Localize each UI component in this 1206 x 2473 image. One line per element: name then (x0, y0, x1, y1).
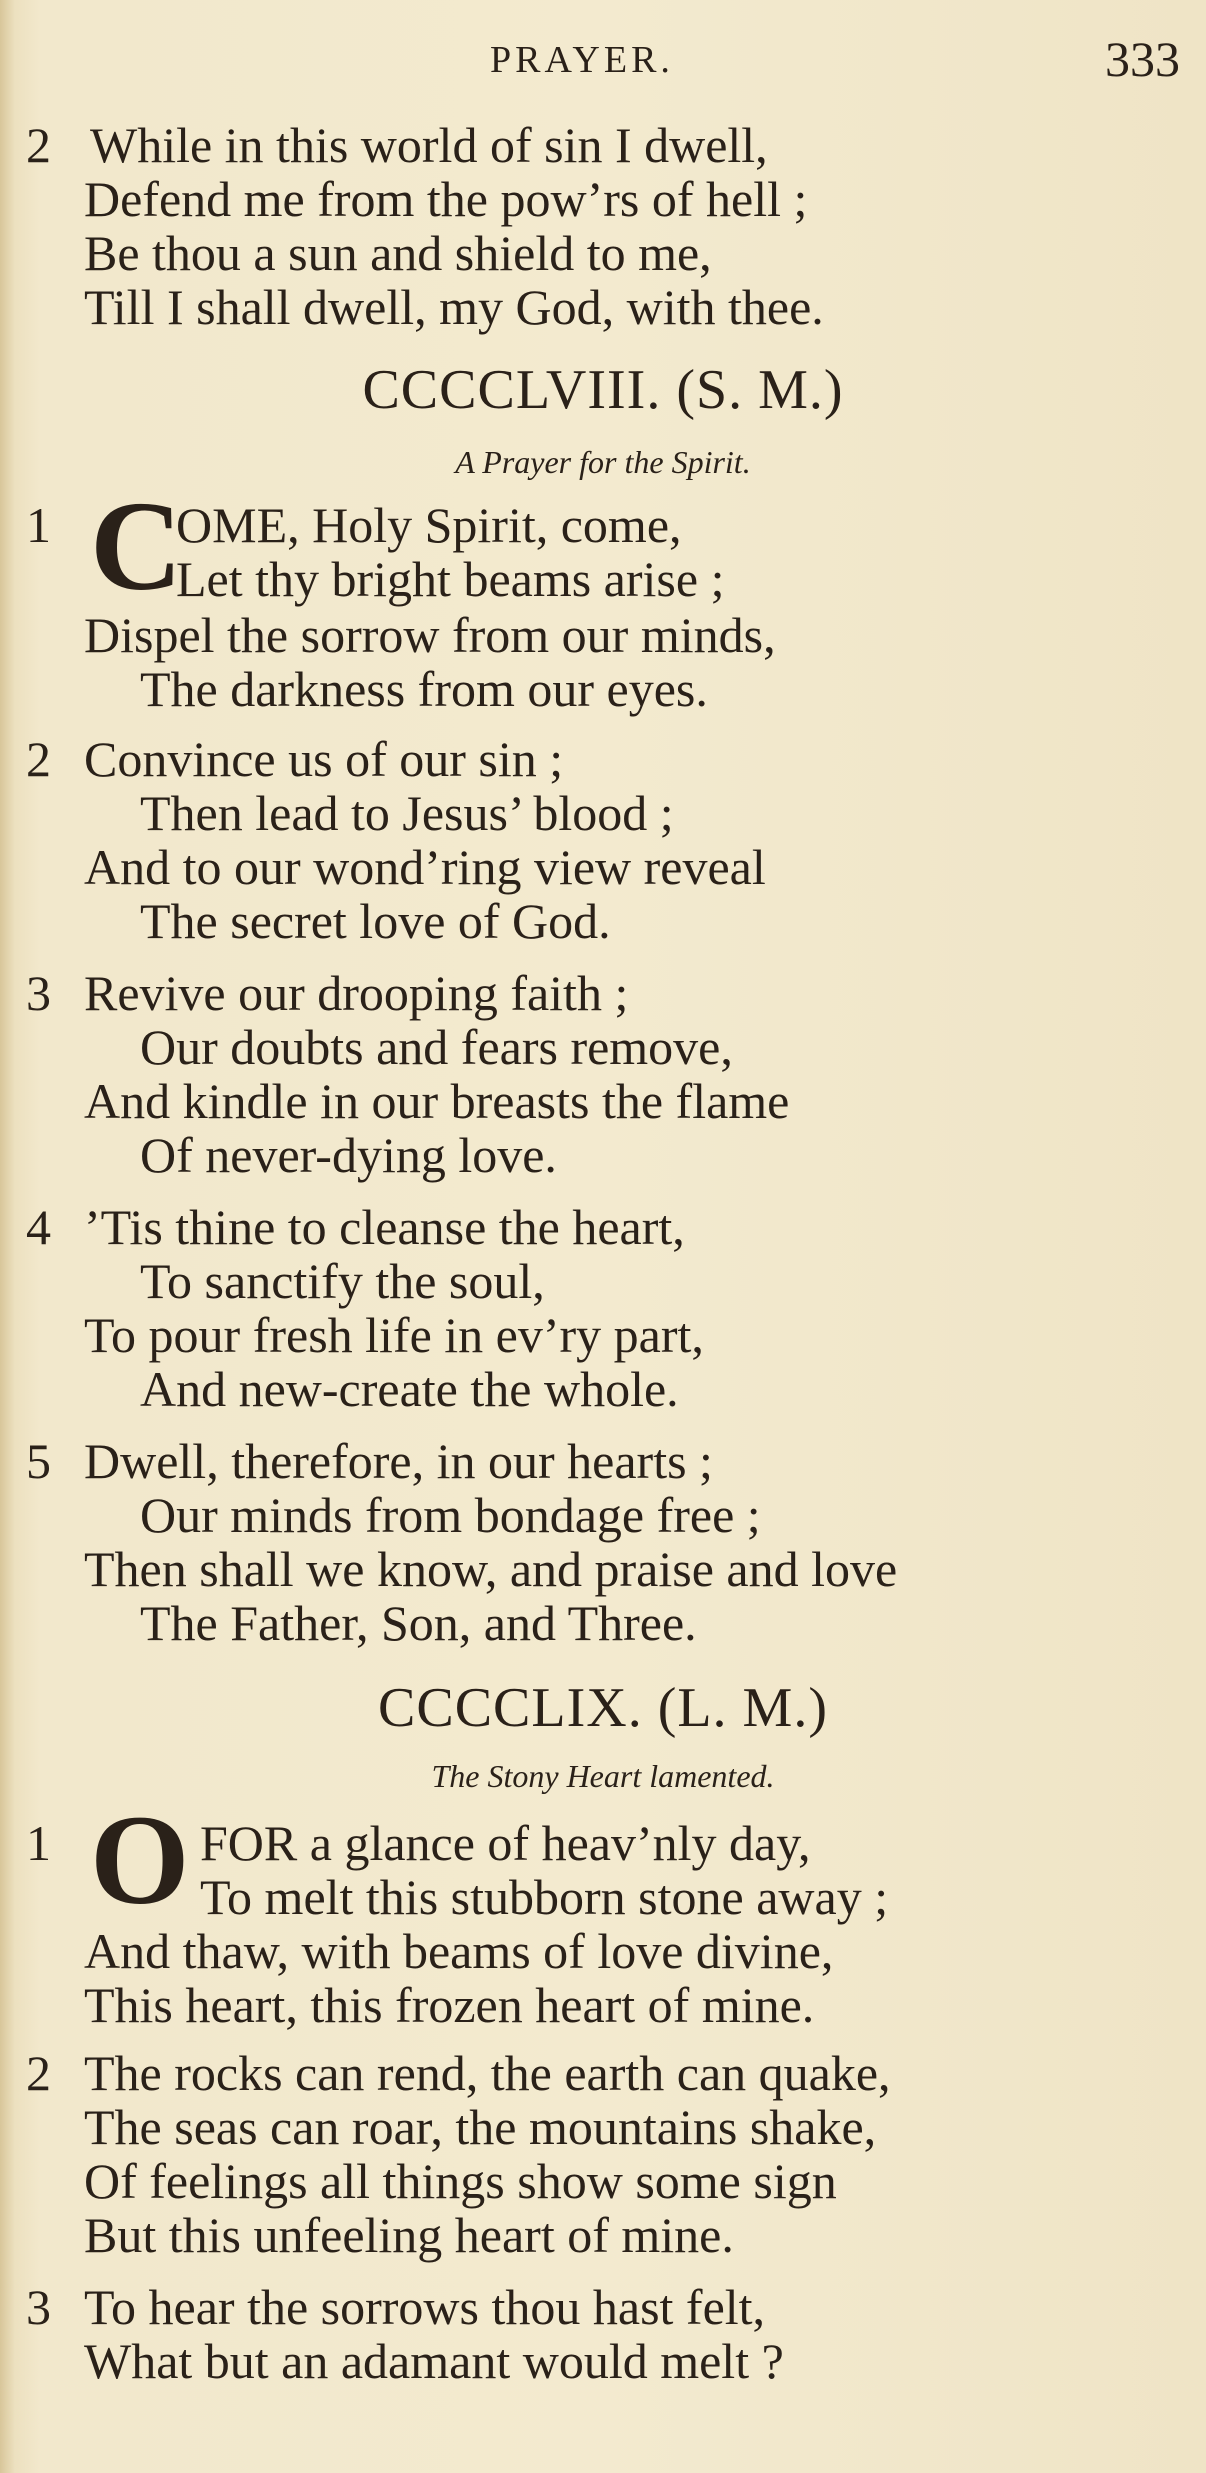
verse-line: And thaw, with beams of love divine, (84, 1923, 834, 1979)
verse-line: The seas can roar, the mountains shake, (84, 2099, 877, 2155)
verse-line: The Father, Son, and Three. (140, 1595, 697, 1651)
running-head-title: PRAYER. (490, 39, 674, 81)
verse-line: FOR a glance of heav’nly day, (200, 1815, 811, 1871)
verse-line: Then shall we know, and praise and love (84, 1541, 898, 1597)
stanza-number: 1 (26, 497, 51, 553)
verse-line: To pour fresh life in ev’ry part, (84, 1307, 704, 1363)
verse-line: To hear the sorrows thou hast felt, (84, 2279, 766, 2335)
verse-line: And new-create the whole. (140, 1361, 679, 1417)
verse-line: And to our wond’ring view reveal (84, 839, 766, 895)
verse-line: Till I shall dwell, my God, with thee. (84, 279, 824, 335)
stanza-number: 1 (26, 1815, 51, 1871)
verse-line: What but an adamant would melt ? (84, 2333, 784, 2389)
verse-line: Revive our drooping faith ; (84, 965, 629, 1021)
drop-cap: O (90, 1789, 190, 1931)
stanza-number: 2 (26, 117, 51, 173)
verse-line: OME, Holy Spirit, come, (176, 497, 682, 553)
verse-line: To sanctify the soul, (140, 1253, 545, 1309)
verse-line: To melt this stubborn stone away ; (200, 1869, 889, 1925)
stanza-number: 4 (26, 1199, 51, 1255)
hymn-heading: CCCCLIX. (L. M.) (378, 1677, 828, 1739)
verse-line: Our doubts and fears remove, (140, 1019, 733, 1075)
verse-line: Dispel the sorrow from our minds, (84, 607, 776, 663)
verse-line: Defend me from the pow’rs of hell ; (84, 171, 808, 227)
verse-line: But this unfeeling heart of mine. (84, 2207, 734, 2263)
verse-line: And kindle in our breasts the flame (84, 1073, 790, 1129)
verse-line: Of feelings all things show some sign (84, 2153, 837, 2209)
stanza-number: 3 (26, 965, 51, 1021)
hymn-heading: CCCCLVIII. (S. M.) (362, 359, 844, 421)
verse-line: Be thou a sun and shield to me, (84, 225, 712, 281)
verse-line: Let thy bright beams arise ; (176, 551, 725, 607)
verse-line: Convince us of our sin ; (84, 731, 564, 787)
verse-line: The secret love of God. (140, 893, 611, 949)
verse-line: Dwell, therefore, in our hearts ; (84, 1433, 713, 1489)
page-number: 333 (1105, 31, 1180, 87)
verse-line: The darkness from our eyes. (140, 661, 708, 717)
drop-cap: C (90, 475, 183, 617)
verse-line: Our minds from bondage free ; (140, 1487, 761, 1543)
verse-line: The rocks can rend, the earth can quake, (84, 2045, 891, 2101)
verse-line: Then lead to Jesus’ blood ; (140, 785, 674, 841)
stanza-number: 5 (26, 1433, 51, 1489)
hymn-subtitle: The Stony Heart lamented. (431, 1758, 775, 1794)
stanza-number: 2 (26, 731, 51, 787)
running-head (0, 30, 1206, 90)
stanza-number: 3 (26, 2279, 51, 2335)
hymn-subtitle: A Prayer for the Spirit. (455, 444, 751, 480)
verse-line: While in this world of sin I dwell, (90, 117, 768, 173)
verse-line: This heart, this frozen heart of mine. (84, 1977, 815, 2033)
verse-line: ’Tis thine to cleanse the heart, (84, 1199, 685, 1255)
verse-line: Of never-dying love. (140, 1127, 557, 1183)
stanza-number: 2 (26, 2045, 51, 2101)
